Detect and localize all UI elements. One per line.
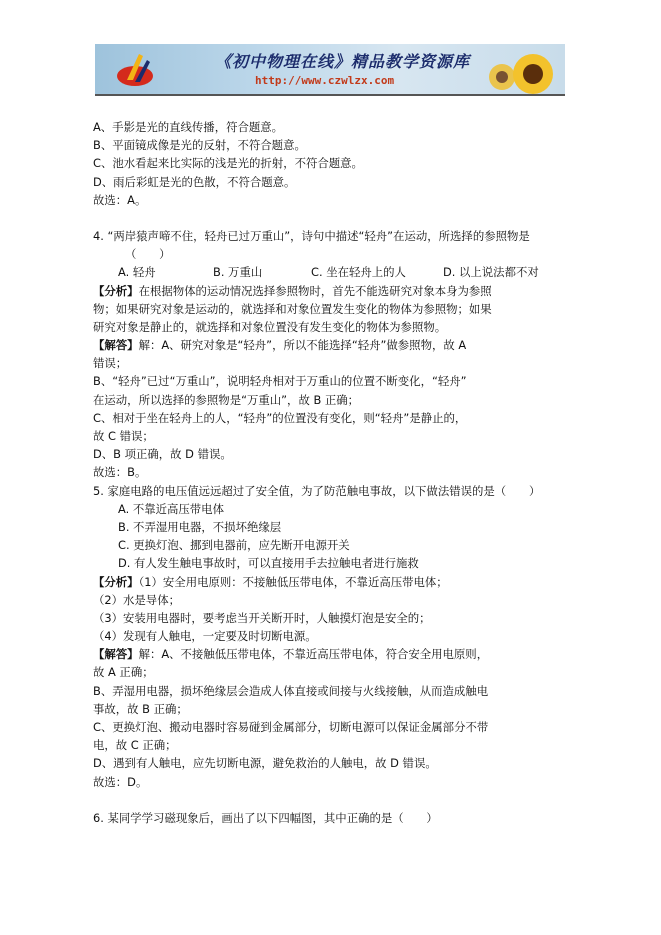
- q4-answer-line: 在运动，所以选择的参照物是“万重山”，故 B 正确；: [93, 392, 360, 407]
- q4-answer-line: D、B 项正确，故 D 错误。: [93, 447, 232, 462]
- q4-options: [93, 263, 571, 281]
- q5-option-a: A. 不靠近高压带电体: [118, 501, 224, 516]
- q5-analysis-line: （2）水是导体；: [93, 592, 180, 607]
- header-banner: [95, 44, 565, 96]
- q5-answer: 【解答】解：A、不接触低压带电体，不靠近高压带电体，符合安全用电原则，: [93, 647, 489, 662]
- q4-option-b: B. 万重山: [213, 265, 263, 280]
- q5-answer-line: 事故，故 B 正确；: [93, 701, 188, 716]
- q4-answer: 【解答】解：A、研究对象是“轻舟”，所以不能选择“轻舟”做参照物，故 A: [93, 338, 467, 353]
- q4-final-answer: 故选：B。: [93, 465, 147, 480]
- q6-stem: 6. 某同学学习磁现象后，画出了以下四幅图，其中正确的是（ ）: [93, 810, 438, 825]
- banner-url: http://www.czwlzx.com: [255, 74, 395, 87]
- sunflower-icon: [511, 52, 555, 96]
- logo-icon: [113, 50, 157, 90]
- q5-answer-line: 故 A 正确；: [93, 665, 154, 680]
- q5-analysis-line: （3）安装用电器时，要考虑当开关断开时，人触摸灯泡是安全的；: [93, 610, 431, 625]
- q5-analysis-line: （4）发现有人触电，一定要及时切断电源。: [93, 629, 317, 644]
- q5-analysis: 【分析】（1）安全用电原则：不接触低压带电体，不靠近高压带电体；: [93, 574, 448, 589]
- q4-answer-line: 故 C 错误；: [93, 429, 154, 443]
- q5-option-b: B. 不弄湿用电器，不损坏绝缘层: [118, 519, 282, 534]
- analysis-tag: 【分析】: [93, 574, 139, 589]
- q4-analysis-line: 物；如果研究对象是运动的，就选择和对象位置发生变化的物体为参照物；如果: [93, 301, 492, 316]
- q4-option-d: D. 以上说法都不对: [443, 265, 539, 280]
- document-body: [93, 118, 571, 827]
- q3-line: A、手影是光的直线传播，符合题意。: [93, 120, 284, 134]
- q4-option-c: C. 坐在轻舟上的人: [311, 265, 406, 280]
- analysis-tag: 【分析】: [93, 283, 139, 298]
- q5-option-c: C. 更换灯泡、挪到电器前，应先断开电源开关: [118, 538, 350, 553]
- q5-final-answer: 故选：D。: [93, 774, 148, 789]
- q5-answer-line: C、更换灯泡、搬动电器时容易碰到金属部分，切断电源可以保证金属部分不带: [93, 720, 489, 734]
- q3-line: C、池水看起来比实际的浅是光的折射，不符合题意。: [93, 156, 363, 171]
- q5-option-d: D. 有人发生触电事故时，可以直接用手去拉触电者进行施救: [118, 556, 419, 571]
- q4-answer-line: C、相对于坐在轻舟上的人，“轻舟”的位置没有变化，则“轻舟”是静止的，: [93, 410, 467, 425]
- banner-title: 《初中物理在线》精品教学资源库: [215, 52, 471, 71]
- q3-answer: 故选：A。: [93, 192, 147, 207]
- q4-stem: 4. “两岸猿声啼不住，轻舟已过万重山”，诗句中描述“轻舟”在运动，所选择的参照物是: [93, 228, 530, 243]
- q4-analysis-line: 研究对象是静止的，就选择和对象位置没有发生变化的物体为参照物。: [93, 319, 447, 334]
- q5-stem: 5. 家庭电路的电压值远远超过了安全值，为了防范触电事故，以下做法错误的是（ ）: [93, 483, 541, 498]
- q5-answer-line: 电，故 C 正确；: [93, 738, 177, 753]
- q4-answer-line: B、“轻舟”已过“万重山”，说明轻舟相对于万重山的位置不断变化，“轻舟”: [93, 374, 467, 389]
- q4-stem-blank: （ ）: [125, 247, 171, 262]
- q4-option-a: A. 轻舟: [118, 265, 156, 280]
- answer-tag: 【解答】: [93, 647, 139, 662]
- q5-answer-line: D、遇到有人触电，应先切断电源，避免救治的人触电，故 D 错误。: [93, 756, 437, 771]
- q3-line: B、平面镜成像是光的反射，不符合题意。: [93, 138, 306, 153]
- q4-answer-line: 错误；: [93, 356, 128, 371]
- q3-line: D、雨后彩虹是光的色散，不符合题意。: [93, 174, 296, 189]
- q4-analysis: 【分析】在根据物体的运动情况选择参照物时，首先不能选研究对象本身为参照: [93, 283, 492, 298]
- q5-answer-line: B、弄湿用电器，损坏绝缘层会造成人体直接或间接与火线接触，从而造成触电: [93, 683, 489, 698]
- answer-tag: 【解答】: [93, 338, 139, 353]
